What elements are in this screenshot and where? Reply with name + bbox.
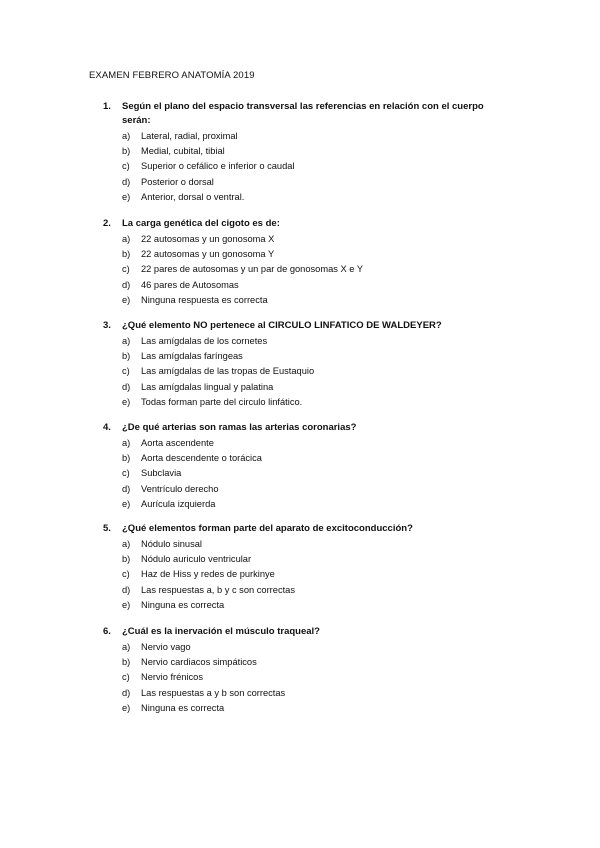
option-b [122,144,503,159]
option-text: Lateral, radial, proximal [141,131,238,141]
option-text: Medial, cubital, tibial [141,146,225,157]
option-a [122,537,503,552]
question-heading [103,217,503,231]
option-c [122,364,503,379]
question-text: ¿Qué elemento NO pertenece al CIRCULO LINFATICO DE WALDEYER? [122,320,442,331]
option-e [122,293,503,308]
option-text: Aorta ascendente [141,438,214,448]
option-letter: b) [122,453,131,464]
option-letter: c) [122,366,130,377]
question-2 [103,217,503,308]
option-d [122,278,503,293]
options-list [122,537,503,613]
option-text: 22 pares de autosomas y un par de gonosomas X e Y [141,264,364,275]
question-text: La carga genética del cigoto es de: [122,218,280,229]
question-number: 1. [103,101,111,112]
option-b [122,247,503,262]
option-c [122,466,503,481]
option-text: Nervio frénicos [141,672,204,683]
question-heading [103,625,503,639]
option-letter: a) [122,336,131,346]
question-6 [103,625,503,716]
option-text: Nervio vago [141,642,191,652]
option-text: Posterior o dorsal [141,176,214,187]
option-text: Aurícula izquierda [141,498,216,509]
option-c [122,670,503,685]
option-d [122,380,503,395]
option-d [122,175,503,190]
option-text: Ninguna es correcta [141,702,225,713]
option-d [122,686,503,701]
question-heading [103,421,503,435]
option-letter: d) [122,381,131,392]
option-letter: e) [122,599,131,610]
option-letter: c) [122,569,130,580]
option-e [122,395,503,410]
option-text: 22 autosomas y un gonosoma Y [141,249,275,260]
option-b [122,349,503,364]
option-letter: c) [122,672,130,683]
option-letter: d) [122,584,131,595]
option-a [122,334,503,349]
option-letter: a) [122,642,131,652]
question-heading [103,522,503,536]
option-a [122,436,503,451]
option-letter: e) [122,191,131,202]
options-list [122,129,503,205]
option-letter: b) [122,657,131,668]
option-text: Nervio cardiacos simpáticos [141,657,257,668]
option-c [122,159,503,174]
option-text: Nódulo auriculo ventricular [141,554,252,565]
option-letter: e) [122,702,131,713]
option-text: Anterior, dorsal o ventral. [141,191,245,202]
option-letter: c) [122,161,130,172]
options-list [122,640,503,716]
question-text: Según el plano del espacio transversal las referencias en relación con el cuerpo serán: [122,101,484,126]
option-text: Las amígdalas de los cornetes [141,336,268,346]
question-text: ¿De qué arterias son ramas las arterias coronarias? [122,422,357,433]
option-text: Haz de Hiss y redes de purkinye [141,569,275,580]
option-letter: a) [122,539,131,549]
option-e [122,190,503,205]
option-letter: b) [122,146,131,157]
option-letter: b) [122,249,131,260]
option-text: Las amígdalas lingual y palatina [141,381,274,392]
option-letter: b) [122,351,131,362]
question-number: 3. [103,320,111,331]
option-text: Ventrículo derecho [141,483,219,494]
option-a [122,232,503,247]
option-letter: a) [122,438,131,448]
option-letter: c) [122,468,130,479]
option-text: Todas forman parte del circulo linfático. [141,396,303,407]
option-b [122,451,503,466]
question-text: ¿Qué elementos forman parte del aparato de excitoconducción? [122,523,413,534]
option-d [122,583,503,598]
exam-title: EXAMEN FEBRERO ANATOMÍA 2019 [89,70,255,81]
option-text: Nódulo sinusal [141,539,202,549]
option-text: 46 pares de Autosomas [141,279,239,290]
option-b [122,552,503,567]
question-4 [103,421,503,512]
options-list [122,232,503,308]
options-list [122,436,503,512]
option-text: Subclavia [141,468,182,479]
question-number: 4. [103,422,111,433]
option-letter: e) [122,498,131,509]
options-list [122,334,503,410]
question-1 [103,100,503,205]
option-text: Ninguna respuesta es correcta [141,294,268,305]
option-letter: d) [122,176,131,187]
option-text: Las amígdalas de las tropas de Eustaquio [141,366,315,377]
option-b [122,655,503,670]
option-text: 22 autosomas y un gonosoma X [141,234,275,244]
option-c [122,262,503,277]
option-letter: d) [122,687,131,698]
question-number: 2. [103,218,111,229]
option-letter: a) [122,131,131,141]
option-letter: b) [122,554,131,565]
option-text: Aorta descendente o torácica [141,453,262,464]
option-letter: e) [122,294,131,305]
option-letter: c) [122,264,130,275]
option-letter: d) [122,279,131,290]
option-letter: a) [122,234,131,244]
option-a [122,640,503,655]
question-heading [103,319,503,333]
option-text: Las respuestas a, b y c son correctas [141,584,295,595]
question-text: ¿Cuál es la inervación el músculo traqueal? [122,626,320,637]
option-d [122,482,503,497]
question-heading [103,100,503,128]
option-text: Ninguna es correcta [141,599,225,610]
option-letter: d) [122,483,131,494]
option-text: Las amígdalas faríngeas [141,351,243,362]
option-text: Superior o cefálico e inferior o caudal [141,161,295,172]
option-text: Las respuestas a y b son correctas [141,687,286,698]
option-e [122,598,503,613]
option-e [122,497,503,512]
option-a [122,129,503,144]
option-e [122,701,503,716]
question-number: 6. [103,626,111,637]
option-letter: e) [122,396,131,407]
question-5 [103,522,503,613]
option-c [122,567,503,582]
question-3 [103,319,503,410]
question-number: 5. [103,523,111,534]
